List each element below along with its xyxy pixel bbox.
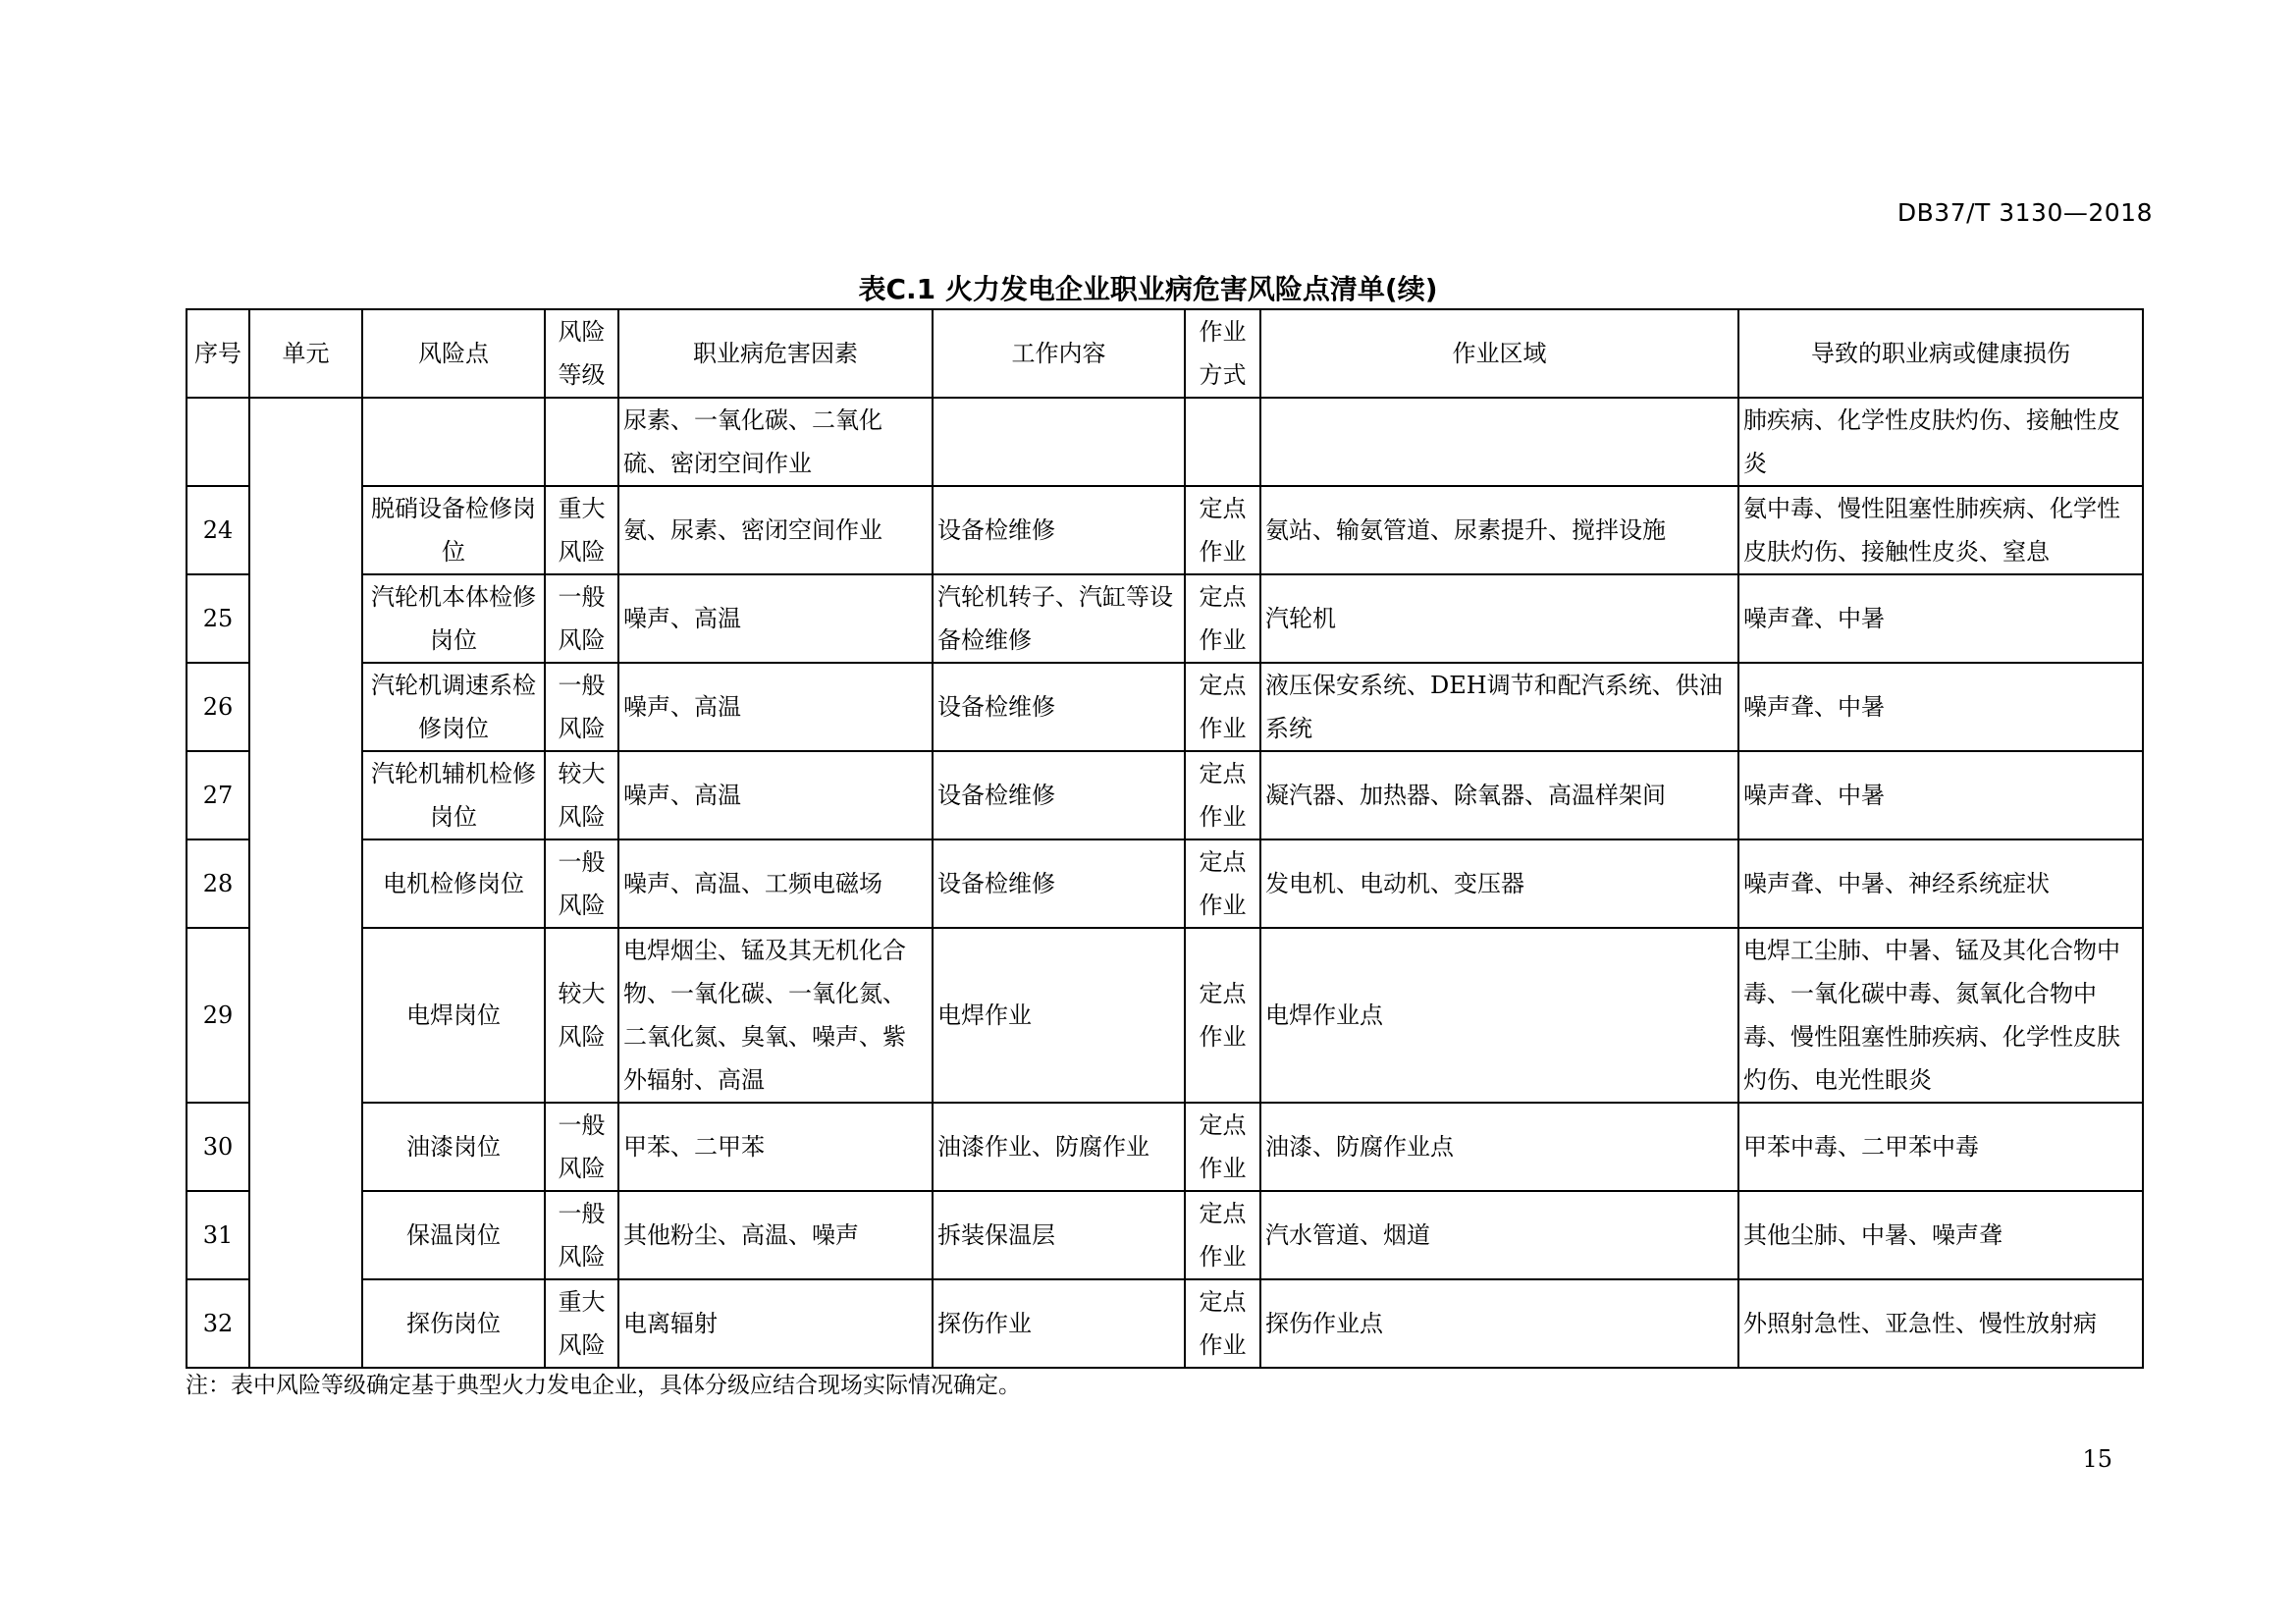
cell-mode: 定点作业: [1185, 1103, 1260, 1191]
cell-disease: 其他尘肺、中暑、噪声聋: [1738, 1191, 2143, 1279]
cell-factor: 甲苯、二甲苯: [618, 1103, 933, 1191]
cell-area: 探伤作业点: [1260, 1279, 1738, 1368]
cell-level: [545, 398, 618, 486]
table-row: [187, 1191, 2143, 1279]
cell-work: 设备检维修: [933, 751, 1185, 839]
cell-point: 汽轮机调速系检修岗位: [362, 663, 545, 751]
document-code: DB37/T 3130—2018: [1896, 198, 2153, 227]
cell-disease: 外照射急性、亚急性、慢性放射病: [1738, 1279, 2143, 1368]
cell-area: 汽轮机: [1260, 574, 1738, 663]
cell-factor: 噪声、高温、工频电磁场: [618, 839, 933, 928]
cell-disease: 电焊工尘肺、中暑、锰及其化合物中毒、一氧化碳中毒、氮氧化合物中毒、慢性阻塞性肺疾病、化学性皮肤灼伤、电光性眼炎: [1738, 928, 2143, 1103]
cell-work: 设备检维修: [933, 663, 1185, 751]
cell-mode: 定点作业: [1185, 928, 1260, 1103]
cell-factor: 氨、尿素、密闭空间作业: [618, 486, 933, 574]
cell-point: 探伤岗位: [362, 1279, 545, 1368]
cell-area: 电焊作业点: [1260, 928, 1738, 1103]
cell-mode: 定点作业: [1185, 751, 1260, 839]
cell-no: 26: [187, 663, 249, 751]
cell-mode: 定点作业: [1185, 839, 1260, 928]
table-note: 注：表中风险等级确定基于典型火力发电企业，具体分级应结合现场实际情况确定。: [186, 1373, 1021, 1398]
cell-point: 汽轮机本体检修岗位: [362, 574, 545, 663]
cell-work: 汽轮机转子、汽缸等设备检维修: [933, 574, 1185, 663]
cell-level: 较大风险: [545, 751, 618, 839]
header-row: [187, 309, 2143, 398]
cell-point: 电机检修岗位: [362, 839, 545, 928]
cell-work: 油漆作业、防腐作业: [933, 1103, 1185, 1191]
cell-level: 一般风险: [545, 663, 618, 751]
cell-factor: 其他粉尘、高温、噪声: [618, 1191, 933, 1279]
table-row: [187, 663, 2143, 751]
cell-unit: [249, 398, 362, 1368]
cell-disease: 肺疾病、化学性皮肤灼伤、接触性皮炎: [1738, 398, 2143, 486]
table-row: [187, 398, 2143, 486]
col-header-point: 风险点: [362, 309, 545, 398]
cell-area: 液压保安系统、DEH调节和配汽系统、供油系统: [1260, 663, 1738, 751]
cell-level: 一般风险: [545, 839, 618, 928]
cell-no: 27: [187, 751, 249, 839]
cell-point: 脱硝设备检修岗位: [362, 486, 545, 574]
cell-mode: 定点作业: [1185, 1279, 1260, 1368]
cell-disease: 甲苯中毒、二甲苯中毒: [1738, 1103, 2143, 1191]
table-row: [187, 751, 2143, 839]
cell-no: 24: [187, 486, 249, 574]
cell-level: 一般风险: [545, 1191, 618, 1279]
table-row: [187, 486, 2143, 574]
cell-mode: 定点作业: [1185, 574, 1260, 663]
cell-no: 31: [187, 1191, 249, 1279]
cell-level: 一般风险: [545, 574, 618, 663]
cell-area: [1260, 398, 1738, 486]
cell-work: 拆装保温层: [933, 1191, 1185, 1279]
cell-area: 发电机、电动机、变压器: [1260, 839, 1738, 928]
cell-point: [362, 398, 545, 486]
cell-level: 重大风险: [545, 486, 618, 574]
cell-area: 汽水管道、烟道: [1260, 1191, 1738, 1279]
cell-mode: [1185, 398, 1260, 486]
cell-disease: 噪声聋、中暑: [1738, 663, 2143, 751]
cell-work: [933, 398, 1185, 486]
col-header-unit: 单元: [249, 309, 362, 398]
page-number: 15: [2082, 1445, 2112, 1473]
col-header-mode: 作业方式: [1185, 309, 1260, 398]
cell-no: 29: [187, 928, 249, 1103]
cell-factor: 电离辐射: [618, 1279, 933, 1368]
cell-no: 28: [187, 839, 249, 928]
cell-level: 一般风险: [545, 1103, 618, 1191]
cell-point: 汽轮机辅机检修岗位: [362, 751, 545, 839]
cell-factor: 噪声、高温: [618, 574, 933, 663]
col-header-level: 风险等级: [545, 309, 618, 398]
cell-point: 保温岗位: [362, 1191, 545, 1279]
cell-level: 较大风险: [545, 928, 618, 1103]
cell-area: 油漆、防腐作业点: [1260, 1103, 1738, 1191]
cell-mode: 定点作业: [1185, 663, 1260, 751]
cell-area: 凝汽器、加热器、除氧器、高温样架间: [1260, 751, 1738, 839]
cell-disease: 噪声聋、中暑: [1738, 574, 2143, 663]
col-header-no: 序号: [187, 309, 249, 398]
table-row: [187, 574, 2143, 663]
cell-work: 电焊作业: [933, 928, 1185, 1103]
cell-no: 25: [187, 574, 249, 663]
table-row: [187, 1103, 2143, 1191]
cell-no: [187, 398, 249, 486]
cell-factor: 噪声、高温: [618, 751, 933, 839]
col-header-area: 作业区域: [1260, 309, 1738, 398]
col-header-factor: 职业病危害因素: [618, 309, 933, 398]
cell-work: 设备检维修: [933, 486, 1185, 574]
cell-factor: 噪声、高温: [618, 663, 933, 751]
cell-disease: 噪声聋、中暑、神经系统症状: [1738, 839, 2143, 928]
cell-level: 重大风险: [545, 1279, 618, 1368]
cell-no: 30: [187, 1103, 249, 1191]
cell-factor: 尿素、一氧化碳、二氧化硫、密闭空间作业: [618, 398, 933, 486]
table-row: [187, 1279, 2143, 1368]
cell-factor: 电焊烟尘、锰及其无机化合物、一氧化碳、一氧化氮、二氧化氮、臭氧、噪声、紫外辐射、高温: [618, 928, 933, 1103]
cell-work: 探伤作业: [933, 1279, 1185, 1368]
table-row: [187, 928, 2143, 1103]
cell-work: 设备检维修: [933, 839, 1185, 928]
cell-mode: 定点作业: [1185, 1191, 1260, 1279]
risk-table: [186, 308, 2144, 1369]
cell-no: 32: [187, 1279, 249, 1368]
col-header-work: 工作内容: [933, 309, 1185, 398]
cell-area: 氨站、输氨管道、尿素提升、搅拌设施: [1260, 486, 1738, 574]
cell-disease: 噪声聋、中暑: [1738, 751, 2143, 839]
table-row: [187, 839, 2143, 928]
cell-mode: 定点作业: [1185, 486, 1260, 574]
table-title: 表C.1 火力发电企业职业病危害风险点清单(续): [858, 273, 1438, 305]
cell-disease: 氨中毒、慢性阻塞性肺疾病、化学性皮肤灼伤、接触性皮炎、窒息: [1738, 486, 2143, 574]
cell-point: 电焊岗位: [362, 928, 545, 1103]
col-header-disease: 导致的职业病或健康损伤: [1738, 309, 2143, 398]
cell-point: 油漆岗位: [362, 1103, 545, 1191]
